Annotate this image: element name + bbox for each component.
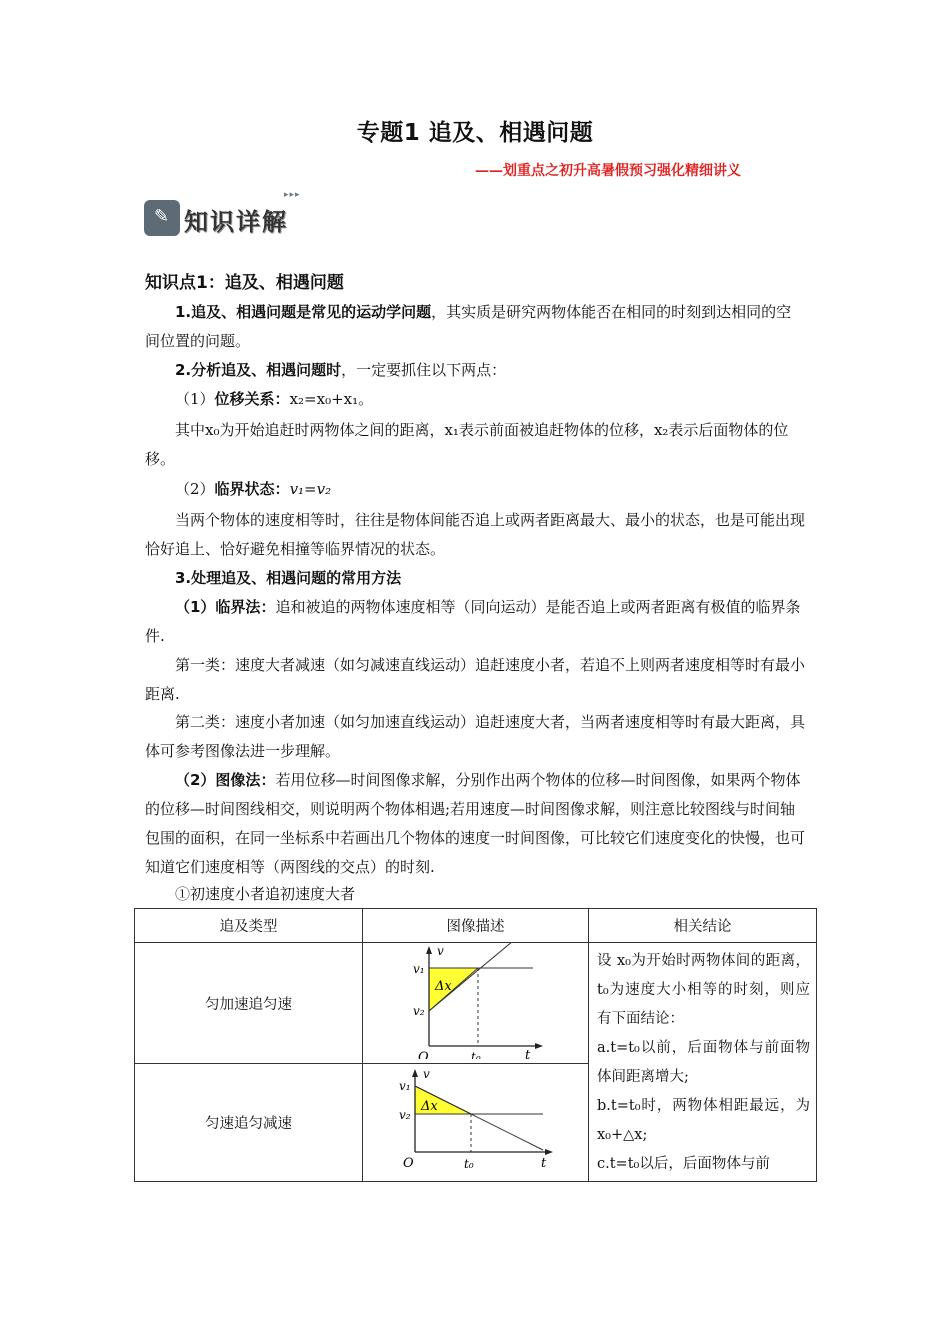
paragraph-3: （1）位移关系：x₂=x₀+x₁。: [175, 390, 374, 408]
header-type: 追及类型: [135, 909, 363, 943]
page-title: 专题1 追及、相遇问题: [356, 120, 594, 146]
v-axis-label: v: [437, 944, 444, 958]
t-axis-label: t: [525, 1048, 531, 1059]
conclusion-line-1: 设 x₀为开始时两物体间的距离，t₀为速度大小相等的时刻，则应有下面结论：: [597, 953, 810, 1027]
banner-dots: ▸▸▸: [284, 190, 301, 200]
v-axis-label: v: [423, 1067, 430, 1081]
table-header-row: [135, 909, 817, 943]
row1-type: 匀加速追匀速: [135, 943, 363, 1064]
v1-label: v₁: [413, 962, 425, 976]
paragraph-6: 当两个物体的速度相等时，往往是物体间能否追上或两者距离最大、最小的状态，也是可能出现恰好追上、恰好避免相撞等临界情况的状态。: [145, 511, 806, 558]
paragraph-7: 3.处理追及、相遇问题的常用方法: [175, 569, 402, 587]
t-axis-label: t: [541, 1156, 547, 1171]
t0-label: t₀: [471, 1050, 481, 1059]
conclusion-line-2: a.t=t₀以前，后面物体与前面物体间距离增大;: [597, 1040, 810, 1085]
paragraph-11: （2）图像法：若用位移—时间图像求解，分别作出两个物体的位移—时间图像，如果两个物体的位移—时间图线相交，则说明两个物体相遇;若用速度—时间图像求解，则注意比较图线与时间轴包围的面积，在同一坐标系中若画出几个物体的速度一时间图像，可比较它们速度变化的快慢，也可知道它们速度相等（两图线的交点）的时刻.: [145, 771, 806, 876]
conclusion-line-3: b.t=t₀时，两物体相距最远，为x₀+△x;: [597, 1098, 810, 1143]
paragraph-12: ①初速度小者追初速度大者: [175, 885, 356, 903]
conclusion-line-4: c.t=t₀以后，后面物体与前: [597, 1156, 770, 1172]
paragraph-9: 第一类：速度大者减速（如匀减速直线运动）追赶速度小者，若追不上则两者速度相等时有最小距离.: [145, 656, 806, 703]
origin-label: O: [418, 1050, 429, 1059]
chase-type-table: [134, 908, 817, 1182]
paragraph-10: 第二类：速度小者加速（如匀加速直线运动）追赶速度大者，当两者速度相等时有最大距离，具体可参考图像法进一步理解。: [145, 713, 806, 760]
table-row: [135, 943, 817, 1064]
row2-graph-cell: [363, 1064, 589, 1182]
delta-x-label: Δx: [435, 979, 452, 994]
paragraph-8: （1）临界法：追和被追的两物体速度相等（同向运动）是能否追上或两者距离有极值的临界条件.: [145, 598, 801, 645]
paragraph-2: 2.分析追及、相遇问题时，一定要抓住以下两点：: [175, 361, 507, 379]
vt-graph-decelerate: [363, 1064, 589, 1177]
row2-type: 匀速追匀减速: [135, 1064, 363, 1182]
knowledge-banner: [144, 190, 324, 238]
header-conclusion: 相关结论: [589, 909, 817, 943]
delta-x-label: Δx: [421, 1099, 438, 1114]
t-axis-arrow: [545, 1149, 553, 1155]
v1-label: v₁: [399, 1079, 411, 1093]
paragraph-1: 1.追及、相遇问题是常见的运动学问题，其实质是研究两物体能否在相同的时刻到达相同的空间位置的问题。: [145, 303, 792, 350]
pencil-icon: ✎: [144, 200, 180, 236]
banner-label: 知识详解: [184, 208, 288, 236]
v-axis-arrow: [426, 946, 432, 954]
vt-graph-accelerate: [363, 943, 589, 1059]
t-axis-arrow: [535, 1043, 543, 1049]
header-graph: 图像描述: [363, 909, 589, 943]
v2-label: v₂: [413, 1004, 425, 1018]
conclusion-cell: [589, 943, 817, 1182]
t0-label: t₀: [464, 1157, 474, 1171]
decelerating-line: [415, 1086, 543, 1150]
v-axis-arrow: [412, 1069, 418, 1077]
paragraph-4: 其中x₀为开始追赶时两物体之间的距离，x₁表示前面被追赶物体的位移，x₂表示后面物体的位移。: [145, 421, 789, 468]
page-subtitle: ——划重点之初升高暑假预习强化精细讲义: [475, 163, 741, 179]
paragraph-5: （2）临界状态：v₁=v₂: [175, 480, 332, 498]
section-heading: 知识点1：追及、相遇问题: [145, 273, 344, 293]
origin-label: O: [403, 1156, 414, 1171]
row1-graph-cell: [363, 943, 589, 1064]
v2-label: v₂: [399, 1108, 411, 1122]
